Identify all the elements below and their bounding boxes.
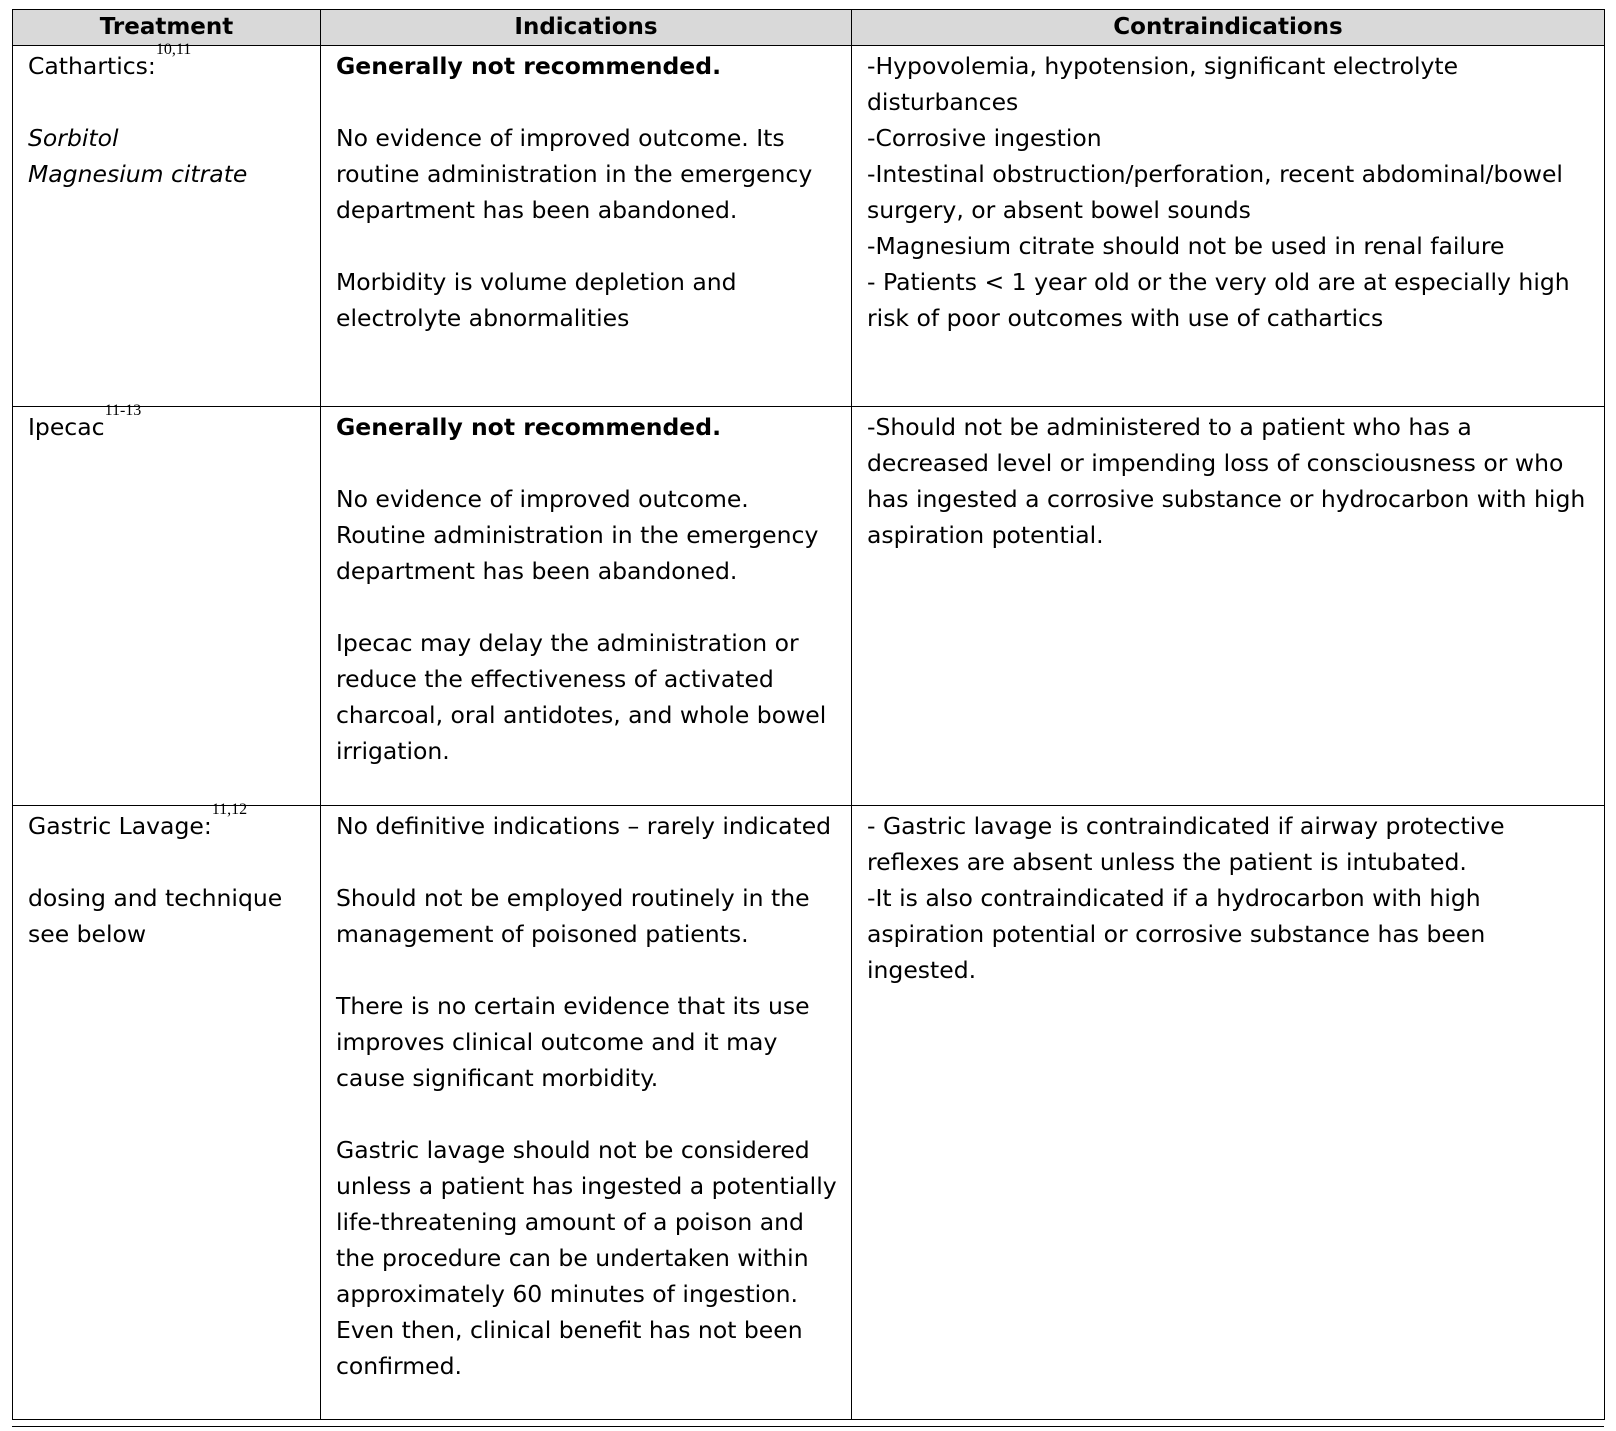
treatment-name bbox=[28, 402, 306, 445]
indications-paragraph: Gastric lavage should not be considered unless a patient has ingested a potentially life-threatening amount of a poison and the procedure can be undertaken within approximately 60 minutes of ingestion. Even then, clinical benefit has not been confirmed. bbox=[336, 1136, 837, 1380]
contraindication-item: -Should not be administered to a patient who has a decreased level or impending loss of consciousness or who has ingested a corrosive substance or hydrocarbon with high aspiration potential. bbox=[867, 413, 1586, 549]
treatment-name bbox=[28, 801, 306, 844]
indications-cell bbox=[321, 407, 852, 806]
indications-paragraph: Ipecac may delay the administration or reduce the effectiveness of activated charcoal, oral antidotes, and whole bowel irrigation. bbox=[336, 629, 827, 765]
reference-superscript: 11,12 bbox=[211, 801, 248, 818]
treatment-name-text: Ipecac bbox=[28, 413, 105, 441]
treatment-agent: Magnesium citrate bbox=[28, 160, 248, 188]
contraindication-item: -Magnesium citrate should not be used in renal failure bbox=[867, 232, 1505, 260]
table-row bbox=[13, 407, 1605, 806]
indications-lead: Generally not recommended. bbox=[336, 52, 721, 80]
treatment-cell bbox=[13, 801, 321, 1420]
treatment-table bbox=[12, 9, 1605, 1420]
indications-cell bbox=[321, 46, 852, 407]
treatment-cell bbox=[13, 402, 321, 806]
treatment-note: dosing and technique see below bbox=[28, 884, 283, 948]
reference-superscript: 10,11 bbox=[155, 41, 192, 58]
contraindications-cell bbox=[852, 806, 1605, 1420]
treatment-cell bbox=[13, 41, 321, 407]
treatment-name-text: Gastric Lavage: bbox=[28, 812, 212, 840]
header-indications: Indications bbox=[321, 10, 852, 46]
table-row bbox=[13, 46, 1605, 407]
contraindication-item: -Hypovolemia, hypotension, significant electrolyte disturbances bbox=[867, 52, 1459, 116]
indications-lead: Generally not recommended. bbox=[336, 413, 721, 441]
contraindication-item: - Gastric lavage is contraindicated if airway protective reflexes are absent unless the patient is intubated. bbox=[867, 812, 1505, 876]
header-row bbox=[13, 10, 1605, 46]
indications-paragraph: Should not be employed routinely in the management of poisoned patients. bbox=[336, 884, 810, 948]
table-row bbox=[13, 806, 1605, 1420]
reference-superscript: 11-13 bbox=[104, 402, 142, 419]
header-contraindications: Contraindications bbox=[852, 10, 1605, 46]
contraindications-cell bbox=[852, 407, 1605, 806]
table-bottom-border bbox=[12, 1426, 1604, 1427]
treatment-name bbox=[28, 41, 306, 84]
contraindications-cell bbox=[852, 46, 1605, 407]
treatment-agent: Sorbitol bbox=[28, 124, 119, 152]
indications-paragraph: No evidence of improved outcome. Routine administration in the emergency department has been abandoned. bbox=[336, 485, 819, 585]
indications-paragraph: No evidence of improved outcome. Its routine administration in the emergency department has been abandoned. bbox=[336, 124, 813, 224]
contraindication-item: -It is also contraindicated if a hydrocarbon with high aspiration potential or corrosive substance has been ingested. bbox=[867, 884, 1486, 984]
contraindication-item: -Corrosive ingestion bbox=[867, 124, 1102, 152]
indications-cell bbox=[321, 806, 852, 1420]
contraindication-item: - Patients < 1 year old or the very old are at especially high risk of poor outcomes with use of cathartics bbox=[867, 268, 1570, 332]
document-page bbox=[12, 9, 1605, 1420]
header-treatment: Treatment bbox=[13, 10, 321, 46]
contraindication-item: -Intestinal obstruction/perforation, recent abdominal/bowel surgery, or absent bowel sounds bbox=[867, 160, 1563, 224]
indications-paragraph: There is no certain evidence that its use improves clinical outcome and it may cause significant morbidity. bbox=[336, 992, 810, 1092]
treatment-name-text: Cathartics: bbox=[28, 52, 156, 80]
indications-paragraph: Morbidity is volume depletion and electrolyte abnormalities bbox=[336, 268, 737, 332]
indications-paragraph: No definitive indications – rarely indicated bbox=[336, 812, 832, 840]
